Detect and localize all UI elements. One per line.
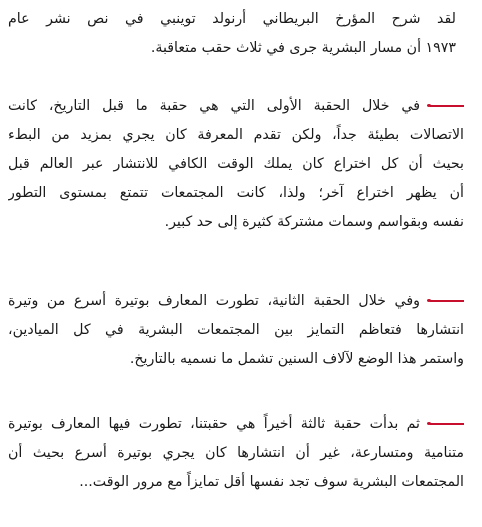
paragraph-line: انتشارها فتعاظم التمايز بين المجتمعات البشرية في كل الميادين، <box>8 322 464 338</box>
paragraph-line-text: وفي خلال الحقبة الثانية، تطورت المعارف بوتيرة أسرع من وتيرة <box>8 293 420 309</box>
paragraph-line: متنامية ومتسارعة، غير أن انتشارها كان يجري بوتيرة أسرع بحيث أن <box>8 445 464 461</box>
paragraph-line: الاتصالات بطيئة جداً، ولكن تقدم المعرفة كان يجري بمزيد من البطء <box>8 127 464 143</box>
paragraph-intro <box>8 5 456 63</box>
red-line-marker-icon <box>430 300 464 301</box>
paragraph-first-line <box>8 92 464 121</box>
paragraph-line-text: في خلال الحقبة الأولى التي هي حقبة ما قبل التاريخ، كانت <box>8 98 420 114</box>
paragraph-line: واستمر هذا الوضع لآلاف السنين تشمل ما نسميه بالتاريخ. <box>129 351 464 367</box>
paragraph-line: أن يظهر اختراع آخر؛ ولذا، كانت المجتمعات تتمتع بمستوى التطور <box>8 185 464 201</box>
paragraph-line: المجتمعات البشرية سوف تجد نفسها أقل تمايزاً مع مرور الوقت... <box>79 474 464 490</box>
paragraph-second-era <box>8 287 464 374</box>
paragraph-line: لقد شرح المؤرخ البريطاني أرنولد توينبي في نص نشر عام <box>8 11 456 27</box>
paragraph-first-era <box>8 92 464 237</box>
paragraph-line: ١٩٧٣ أن مسار البشرية جرى في ثلاث حقب متعاقبة. <box>150 40 456 56</box>
paragraph-first-line <box>8 287 464 316</box>
red-line-marker-icon <box>430 105 464 106</box>
paragraph-line: بحيث أن كل اختراع كان يملك الوقت الكافي للانتشار عبر العالم قبل <box>8 156 464 172</box>
paragraph-line: نفسه وبقواسم وسمات مشتركة كثيرة إلى حد كبير. <box>164 214 464 230</box>
paragraph-line-text: ثم بدأت حقبة ثالثة أخيراً هي حقبتنا، تطورت فيها المعارف بوتيرة <box>8 416 420 432</box>
paragraph-first-line <box>8 410 464 439</box>
paragraph-third-era <box>8 410 464 497</box>
red-line-marker-icon <box>430 423 464 424</box>
